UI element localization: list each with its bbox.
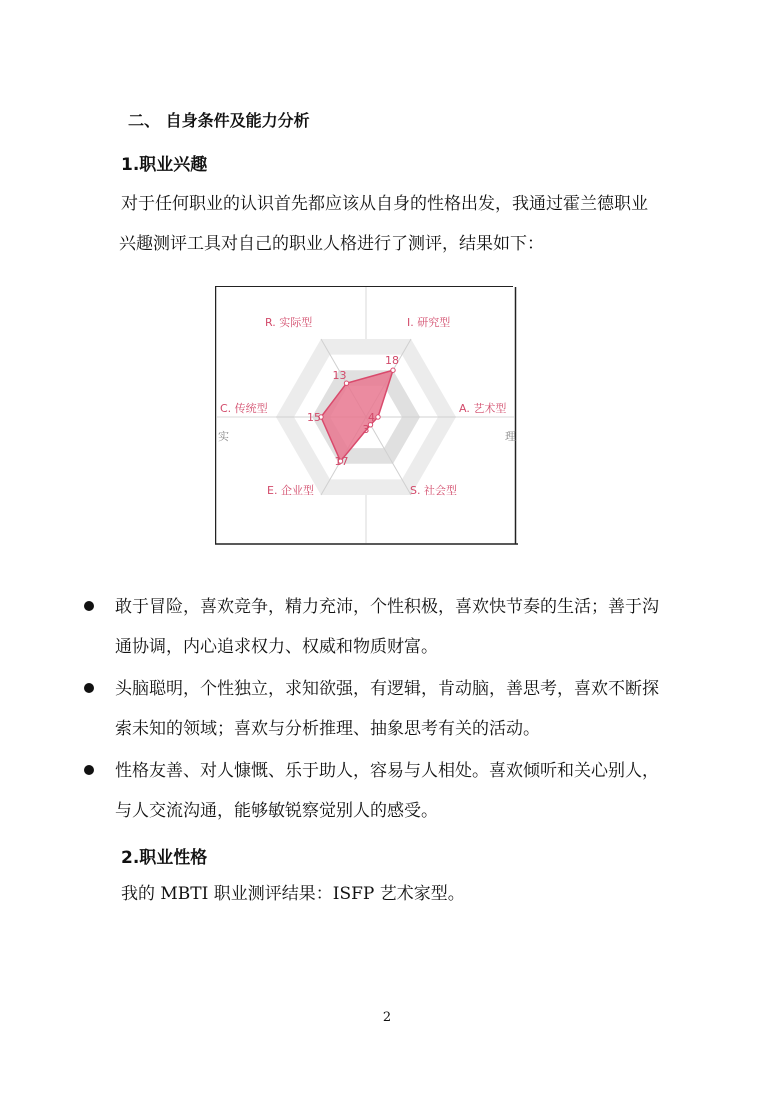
page-number: 2 (382, 1010, 392, 1025)
bullet-2-line-1: 头脑聪明，个性独立，求知欲强，有逻辑，肯动脑，善思考，喜欢不断探 (115, 679, 659, 699)
bullet-list (84, 587, 694, 833)
radar-value-label: 4 (368, 411, 375, 424)
radar-point (391, 368, 395, 372)
bullet-dot (84, 683, 94, 693)
radar-svg (215, 285, 518, 545)
bullet-3-line-2: 与人交流沟通，能够敏锐察觉别人的感受。 (115, 801, 438, 821)
radar-side-label-left: 实 (218, 430, 229, 443)
list-item (84, 587, 694, 667)
intro-line-1: 对于任何职业的认识首先都应该从自身的性格出发，我通过霍兰德职业 (121, 194, 648, 214)
radar-side-label-right: 理 (505, 430, 516, 443)
radar-axis-label: E. 企业型 (267, 484, 314, 497)
bullet-3-line-1: 性格友善、对人慷慨、乐于助人，容易与人相处。喜欢倾听和关心别人， (115, 761, 659, 781)
section-title: 二、 自身条件及能力分析 (128, 111, 310, 130)
list-item (84, 751, 694, 831)
interest-heading: 1.职业兴趣 (121, 155, 208, 175)
radar-axis-label: S. 社会型 (410, 484, 457, 497)
radar-value-label: 17 (334, 455, 349, 469)
bullet-2-line-2: 索未知的领域；喜欢与分析推理、抽象思考有关的活动。 (115, 719, 540, 739)
radar-axis-label: A. 艺术型 (459, 402, 507, 415)
interest-intro (121, 184, 691, 264)
radar-point (376, 415, 380, 419)
personality-heading: 2.职业性格 (121, 848, 208, 868)
personality-result: 我的 MBTI 职业测评结果：ISFP 艺术家型。 (121, 884, 465, 904)
radar-value-label: 18 (385, 354, 399, 368)
bullet-1-line-1: 敢于冒险，喜欢竞争，精力充沛，个性积极，喜欢快节奏的生活；善于沟 (115, 597, 659, 617)
intro-line-2: 兴趣测评工具对自己的职业人格进行了测评，结果如下： (119, 234, 544, 254)
bullet-1-line-2: 通协调，内心追求权力、权威和物质财富。 (115, 637, 438, 657)
bullet-dot (84, 601, 94, 611)
radar-axis-label: C. 传统型 (220, 402, 268, 415)
radar-value-label: 15 (307, 411, 321, 424)
bullet-dot (84, 765, 94, 775)
radar-value-label: 3 (362, 422, 370, 436)
radar-axis-label: I. 研究型 (407, 316, 451, 329)
list-item (84, 669, 694, 749)
holland-radar-chart (215, 285, 518, 545)
radar-axis-label: R. 实际型 (265, 316, 313, 329)
radar-value-label: 13 (332, 369, 347, 383)
